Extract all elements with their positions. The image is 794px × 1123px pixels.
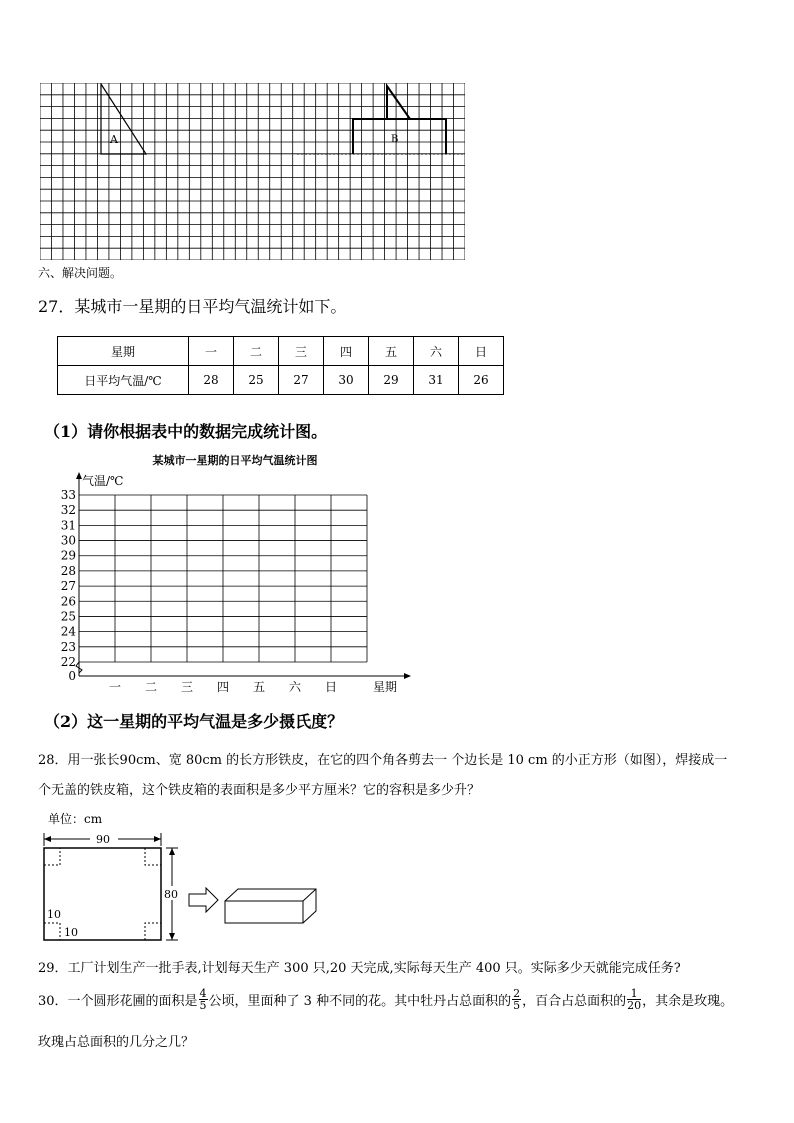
x-tick-label: 六: [288, 680, 302, 694]
table-cell: 27: [279, 366, 324, 395]
chart-title: 某城市一星期的日平均气温统计图: [152, 454, 318, 467]
y-tick-label: 33: [60, 488, 76, 502]
table-header-cell: 三: [279, 337, 324, 366]
table-cell: 28: [189, 366, 234, 395]
x-tick-label: 日: [324, 680, 338, 694]
table-header-cell: 五: [369, 337, 414, 366]
fraction-numerator: 1: [627, 988, 641, 1000]
q28-line1: 28．用一张长90cm、宽 80cm 的长方形铁皮，在它的四个角各剪去一 个边长是 10 cm 的小正方形（如图），焊接成一: [38, 753, 728, 768]
fraction-peony: [512, 988, 521, 1011]
x-tick-label: 二: [144, 680, 158, 694]
x-tick-label: 三: [180, 680, 194, 694]
table-header-cell: 四: [324, 337, 369, 366]
q27-title: 27．某城市一星期的日平均气温统计如下。: [38, 297, 347, 316]
y-tick-label: 32: [60, 503, 76, 518]
shape-b-flag: [387, 86, 410, 119]
table-cell: 31: [414, 366, 459, 395]
table-cell: 日平均气温/℃: [58, 366, 189, 395]
chart-y-label: 气温/℃: [82, 474, 124, 488]
shape-b-outline: [353, 119, 446, 154]
q29-text: 29．工厂计划生产一批手表,计划每天生产 300 只,20 天完成,实际每天生产 400 只。实际多少天就能完成任务?: [38, 961, 681, 976]
q30-part2: 公顷，里面种了 3 种不同的花。其中牡丹占总面积的: [208, 994, 512, 1009]
q28-line2: 个无盖的铁皮箱，这个铁皮箱的表面积是多少平方厘米？它的容积是多少升？: [38, 783, 481, 798]
y-tick-label: 28: [60, 563, 76, 578]
box-icon: [225, 889, 316, 923]
corner-label-b: 10: [64, 926, 78, 939]
table-header-cell: 星期: [58, 337, 189, 366]
shape-b-label: B: [391, 134, 399, 145]
y-tick-label: 25: [60, 609, 76, 624]
transform-arrow-icon: [189, 888, 218, 912]
y-tick-label: 24: [60, 624, 76, 639]
table-header-cell: 一: [189, 337, 234, 366]
sheet-rectangle: [44, 848, 161, 940]
table-header-cell: 日: [459, 337, 504, 366]
table-header-cell: 六: [414, 337, 459, 366]
shape-a-label: A: [110, 133, 118, 146]
drawing-grid: [40, 83, 465, 260]
y-tick-label: 29: [60, 548, 76, 563]
table-row: [58, 337, 504, 366]
x-tick-label: 五: [252, 680, 266, 694]
width-label: 90: [96, 833, 110, 846]
table-cell: 26: [459, 366, 504, 395]
q30-part3: ，百合占总面积的: [522, 994, 627, 1009]
sheet-diagram: [38, 828, 338, 948]
y-tick-label: 0: [68, 669, 76, 683]
table-cell: 25: [234, 366, 279, 395]
fraction-denominator: 20: [627, 999, 642, 1012]
fraction-lily: [627, 988, 641, 1011]
q27-sub1: （1）请你根据表中的数据完成统计图。: [44, 422, 328, 441]
table-row: [58, 366, 504, 395]
table-cell: 29: [369, 366, 414, 395]
y-tick-label: 27: [60, 579, 76, 594]
q28-unit: 单位：cm: [48, 812, 103, 826]
table-header-cell: 二: [234, 337, 279, 366]
q27-sub2: （2）这一星期的平均气温是多少摄氏度？: [44, 712, 344, 731]
x-axis-arrow-icon: [404, 673, 411, 679]
temperature-chart: [55, 450, 415, 696]
y-tick-label: 31: [60, 518, 76, 533]
fraction-numerator: 2: [513, 987, 521, 1000]
corner-label-a: 10: [47, 908, 61, 921]
chart-x-label: 星期: [373, 680, 398, 694]
q30-line1: [38, 988, 733, 1011]
fraction-numerator: 4: [199, 987, 207, 1000]
table-cell: 30: [324, 366, 369, 395]
q30-part1: 30．一个圆形花圃的面积是: [38, 994, 198, 1009]
temperature-table: [57, 336, 504, 395]
fraction-denominator: 5: [513, 999, 521, 1012]
y-tick-label: 30: [60, 533, 76, 548]
y-tick-label: 22: [60, 655, 76, 669]
section-six-heading: 六、解决问题。: [38, 266, 123, 280]
x-tick-label: 四: [216, 680, 230, 694]
fraction-denominator: 5: [199, 999, 207, 1012]
x-tick-label: 一: [108, 680, 122, 694]
y-tick-label: 23: [60, 639, 76, 654]
height-label: 80: [164, 888, 178, 901]
q30-line2: 玫瑰占总面积的几分之几？: [38, 1035, 195, 1050]
q30-part4: ，其余是玫瑰。: [642, 994, 734, 1009]
fraction-area: [199, 988, 208, 1011]
y-tick-label: 26: [60, 594, 76, 609]
